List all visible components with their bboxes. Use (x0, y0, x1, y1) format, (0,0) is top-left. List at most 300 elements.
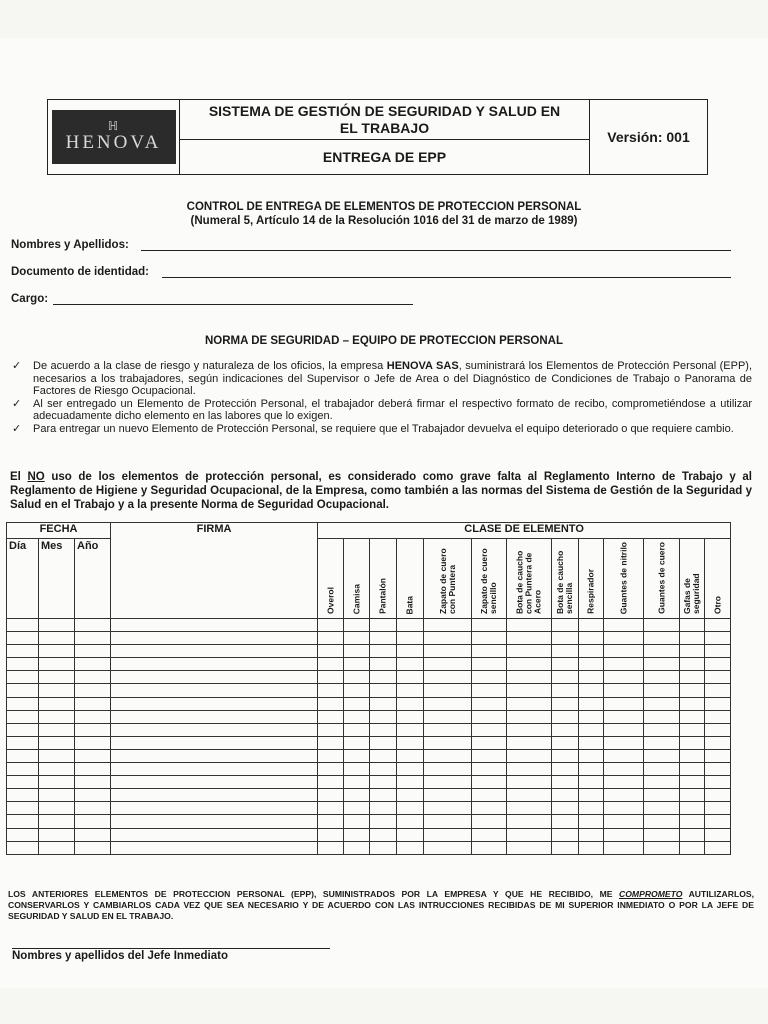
table-cell[interactable] (644, 776, 680, 789)
table-cell[interactable] (507, 671, 552, 684)
table-cell[interactable] (644, 828, 680, 841)
table-cell[interactable] (39, 645, 75, 658)
table-cell[interactable] (39, 763, 75, 776)
table-cell[interactable] (552, 645, 579, 658)
table-cell[interactable] (7, 658, 39, 671)
table-cell[interactable] (604, 684, 644, 697)
table-cell[interactable] (7, 632, 39, 645)
table-cell[interactable] (111, 723, 318, 736)
table-cell[interactable] (604, 749, 644, 762)
table-cell[interactable] (75, 723, 111, 736)
table-cell[interactable] (579, 789, 604, 802)
table-cell[interactable] (111, 671, 318, 684)
table-cell[interactable] (370, 619, 397, 632)
table-cell[interactable] (507, 815, 552, 828)
table-cell[interactable] (318, 763, 344, 776)
table-cell[interactable] (579, 658, 604, 671)
table-cell[interactable] (318, 684, 344, 697)
table-cell[interactable] (424, 658, 472, 671)
table-cell[interactable] (604, 841, 644, 854)
table-cell[interactable] (552, 671, 579, 684)
table-cell[interactable] (552, 710, 579, 723)
table-cell[interactable] (680, 619, 705, 632)
table-cell[interactable] (680, 736, 705, 749)
table-cell[interactable] (507, 645, 552, 658)
table-cell[interactable] (680, 802, 705, 815)
table-cell[interactable] (579, 632, 604, 645)
table-cell[interactable] (370, 723, 397, 736)
table-cell[interactable] (370, 763, 397, 776)
table-cell[interactable] (680, 841, 705, 854)
table-cell[interactable] (370, 841, 397, 854)
table-cell[interactable] (7, 645, 39, 658)
table-cell[interactable] (370, 632, 397, 645)
table-cell[interactable] (344, 736, 370, 749)
table-cell[interactable] (7, 736, 39, 749)
table-cell[interactable] (39, 697, 75, 710)
table-cell[interactable] (397, 749, 424, 762)
table-cell[interactable] (552, 723, 579, 736)
table-cell[interactable] (472, 671, 507, 684)
table-cell[interactable] (604, 828, 644, 841)
table-cell[interactable] (680, 828, 705, 841)
table-cell[interactable] (705, 736, 731, 749)
table-cell[interactable] (39, 619, 75, 632)
table-cell[interactable] (318, 619, 344, 632)
table-cell[interactable] (705, 815, 731, 828)
table-cell[interactable] (111, 802, 318, 815)
cargo-line[interactable] (53, 304, 413, 305)
table-cell[interactable] (397, 789, 424, 802)
table-cell[interactable] (579, 736, 604, 749)
table-cell[interactable] (397, 763, 424, 776)
table-cell[interactable] (680, 710, 705, 723)
table-cell[interactable] (424, 789, 472, 802)
table-cell[interactable] (75, 749, 111, 762)
table-cell[interactable] (7, 802, 39, 815)
table-cell[interactable] (705, 658, 731, 671)
table-cell[interactable] (644, 789, 680, 802)
table-cell[interactable] (472, 684, 507, 697)
table-cell[interactable] (472, 815, 507, 828)
table-cell[interactable] (472, 802, 507, 815)
table-cell[interactable] (705, 763, 731, 776)
table-cell[interactable] (397, 736, 424, 749)
table-cell[interactable] (39, 789, 75, 802)
table-cell[interactable] (472, 789, 507, 802)
table-cell[interactable] (680, 658, 705, 671)
table-cell[interactable] (370, 671, 397, 684)
table-cell[interactable] (472, 776, 507, 789)
table-cell[interactable] (111, 684, 318, 697)
table-cell[interactable] (424, 684, 472, 697)
table-cell[interactable] (397, 619, 424, 632)
table-cell[interactable] (705, 710, 731, 723)
table-cell[interactable] (507, 684, 552, 697)
table-cell[interactable] (75, 763, 111, 776)
table-cell[interactable] (644, 619, 680, 632)
table-cell[interactable] (604, 619, 644, 632)
table-cell[interactable] (705, 749, 731, 762)
table-cell[interactable] (552, 736, 579, 749)
table-cell[interactable] (424, 828, 472, 841)
table-cell[interactable] (318, 632, 344, 645)
table-cell[interactable] (424, 763, 472, 776)
table-cell[interactable] (472, 619, 507, 632)
table-cell[interactable] (111, 619, 318, 632)
table-cell[interactable] (680, 697, 705, 710)
table-cell[interactable] (318, 841, 344, 854)
table-cell[interactable] (370, 697, 397, 710)
table-cell[interactable] (644, 802, 680, 815)
table-cell[interactable] (680, 749, 705, 762)
table-cell[interactable] (705, 671, 731, 684)
table-cell[interactable] (579, 710, 604, 723)
table-cell[interactable] (318, 749, 344, 762)
table-cell[interactable] (424, 632, 472, 645)
table-cell[interactable] (424, 645, 472, 658)
table-cell[interactable] (604, 645, 644, 658)
table-cell[interactable] (318, 736, 344, 749)
table-cell[interactable] (552, 632, 579, 645)
table-cell[interactable] (604, 723, 644, 736)
table-cell[interactable] (424, 619, 472, 632)
table-cell[interactable] (705, 841, 731, 854)
table-cell[interactable] (111, 736, 318, 749)
table-cell[interactable] (705, 632, 731, 645)
table-cell[interactable] (39, 815, 75, 828)
signature-line[interactable] (12, 948, 330, 949)
table-cell[interactable] (424, 736, 472, 749)
table-cell[interactable] (75, 697, 111, 710)
table-cell[interactable] (344, 619, 370, 632)
table-cell[interactable] (7, 763, 39, 776)
table-cell[interactable] (318, 645, 344, 658)
table-cell[interactable] (705, 684, 731, 697)
table-cell[interactable] (552, 841, 579, 854)
table-cell[interactable] (644, 723, 680, 736)
table-cell[interactable] (472, 749, 507, 762)
table-cell[interactable] (579, 776, 604, 789)
table-cell[interactable] (344, 828, 370, 841)
table-cell[interactable] (579, 828, 604, 841)
documento-line[interactable] (162, 277, 731, 278)
table-cell[interactable] (75, 710, 111, 723)
table-cell[interactable] (507, 763, 552, 776)
table-cell[interactable] (604, 789, 644, 802)
table-cell[interactable] (644, 671, 680, 684)
table-cell[interactable] (75, 658, 111, 671)
table-cell[interactable] (552, 619, 579, 632)
table-cell[interactable] (111, 828, 318, 841)
table-cell[interactable] (472, 710, 507, 723)
table-cell[interactable] (472, 723, 507, 736)
table-cell[interactable] (318, 671, 344, 684)
table-cell[interactable] (344, 802, 370, 815)
table-cell[interactable] (604, 802, 644, 815)
table-cell[interactable] (39, 658, 75, 671)
table-cell[interactable] (604, 697, 644, 710)
table-cell[interactable] (39, 671, 75, 684)
table-cell[interactable] (680, 723, 705, 736)
table-cell[interactable] (604, 671, 644, 684)
table-cell[interactable] (604, 710, 644, 723)
table-cell[interactable] (579, 802, 604, 815)
table-cell[interactable] (604, 632, 644, 645)
table-cell[interactable] (604, 776, 644, 789)
table-cell[interactable] (644, 632, 680, 645)
table-cell[interactable] (552, 802, 579, 815)
table-cell[interactable] (680, 632, 705, 645)
table-cell[interactable] (318, 723, 344, 736)
table-cell[interactable] (680, 776, 705, 789)
table-cell[interactable] (111, 658, 318, 671)
table-cell[interactable] (111, 776, 318, 789)
table-cell[interactable] (344, 632, 370, 645)
table-cell[interactable] (579, 749, 604, 762)
table-cell[interactable] (705, 828, 731, 841)
table-cell[interactable] (397, 710, 424, 723)
table-cell[interactable] (424, 697, 472, 710)
table-cell[interactable] (579, 684, 604, 697)
table-cell[interactable] (397, 828, 424, 841)
table-cell[interactable] (111, 841, 318, 854)
table-cell[interactable] (579, 697, 604, 710)
table-cell[interactable] (318, 776, 344, 789)
table-cell[interactable] (318, 658, 344, 671)
table-cell[interactable] (472, 645, 507, 658)
table-cell[interactable] (579, 645, 604, 658)
table-cell[interactable] (472, 632, 507, 645)
table-cell[interactable] (7, 776, 39, 789)
table-cell[interactable] (680, 763, 705, 776)
table-cell[interactable] (370, 658, 397, 671)
table-cell[interactable] (39, 710, 75, 723)
table-cell[interactable] (552, 789, 579, 802)
table-cell[interactable] (370, 736, 397, 749)
table-cell[interactable] (318, 828, 344, 841)
table-cell[interactable] (680, 684, 705, 697)
table-cell[interactable] (424, 671, 472, 684)
table-cell[interactable] (397, 632, 424, 645)
table-cell[interactable] (705, 619, 731, 632)
table-cell[interactable] (604, 658, 644, 671)
table-cell[interactable] (39, 684, 75, 697)
table-cell[interactable] (344, 658, 370, 671)
table-cell[interactable] (680, 645, 705, 658)
table-cell[interactable] (507, 736, 552, 749)
table-cell[interactable] (552, 684, 579, 697)
table-cell[interactable] (344, 697, 370, 710)
table-cell[interactable] (507, 828, 552, 841)
table-cell[interactable] (75, 645, 111, 658)
table-cell[interactable] (111, 749, 318, 762)
table-cell[interactable] (644, 684, 680, 697)
table-cell[interactable] (318, 789, 344, 802)
table-cell[interactable] (370, 828, 397, 841)
table-cell[interactable] (507, 749, 552, 762)
table-cell[interactable] (579, 723, 604, 736)
table-cell[interactable] (507, 710, 552, 723)
table-cell[interactable] (397, 697, 424, 710)
table-cell[interactable] (75, 684, 111, 697)
table-cell[interactable] (507, 776, 552, 789)
table-cell[interactable] (39, 736, 75, 749)
table-cell[interactable] (507, 697, 552, 710)
table-cell[interactable] (370, 645, 397, 658)
table-cell[interactable] (75, 841, 111, 854)
table-cell[interactable] (7, 815, 39, 828)
table-cell[interactable] (7, 723, 39, 736)
table-cell[interactable] (344, 789, 370, 802)
table-cell[interactable] (705, 776, 731, 789)
nombres-line[interactable] (141, 250, 731, 251)
table-cell[interactable] (397, 815, 424, 828)
table-cell[interactable] (579, 815, 604, 828)
table-cell[interactable] (397, 684, 424, 697)
table-cell[interactable] (370, 789, 397, 802)
table-cell[interactable] (344, 645, 370, 658)
table-cell[interactable] (75, 815, 111, 828)
table-cell[interactable] (705, 697, 731, 710)
table-cell[interactable] (507, 619, 552, 632)
table-cell[interactable] (397, 841, 424, 854)
table-cell[interactable] (397, 723, 424, 736)
table-cell[interactable] (397, 658, 424, 671)
table-cell[interactable] (344, 723, 370, 736)
table-cell[interactable] (344, 671, 370, 684)
table-cell[interactable] (680, 671, 705, 684)
table-cell[interactable] (39, 632, 75, 645)
table-cell[interactable] (644, 749, 680, 762)
table-cell[interactable] (344, 841, 370, 854)
table-cell[interactable] (75, 671, 111, 684)
table-cell[interactable] (579, 763, 604, 776)
table-cell[interactable] (472, 697, 507, 710)
table-cell[interactable] (39, 841, 75, 854)
table-cell[interactable] (370, 749, 397, 762)
table-cell[interactable] (111, 815, 318, 828)
table-cell[interactable] (344, 710, 370, 723)
table-cell[interactable] (472, 841, 507, 854)
table-cell[interactable] (644, 697, 680, 710)
table-cell[interactable] (344, 749, 370, 762)
table-cell[interactable] (644, 736, 680, 749)
table-cell[interactable] (344, 763, 370, 776)
table-cell[interactable] (472, 828, 507, 841)
table-cell[interactable] (552, 815, 579, 828)
table-cell[interactable] (75, 776, 111, 789)
table-cell[interactable] (397, 645, 424, 658)
table-cell[interactable] (111, 763, 318, 776)
table-cell[interactable] (552, 776, 579, 789)
table-cell[interactable] (7, 710, 39, 723)
table-cell[interactable] (75, 828, 111, 841)
table-cell[interactable] (552, 658, 579, 671)
table-cell[interactable] (7, 619, 39, 632)
table-cell[interactable] (507, 723, 552, 736)
table-cell[interactable] (507, 841, 552, 854)
table-cell[interactable] (111, 789, 318, 802)
table-cell[interactable] (397, 671, 424, 684)
table-cell[interactable] (370, 684, 397, 697)
table-cell[interactable] (579, 671, 604, 684)
table-cell[interactable] (604, 736, 644, 749)
table-cell[interactable] (424, 815, 472, 828)
table-cell[interactable] (644, 815, 680, 828)
table-cell[interactable] (370, 802, 397, 815)
table-cell[interactable] (507, 789, 552, 802)
table-cell[interactable] (424, 841, 472, 854)
table-cell[interactable] (552, 749, 579, 762)
table-cell[interactable] (318, 802, 344, 815)
table-cell[interactable] (507, 658, 552, 671)
table-cell[interactable] (370, 710, 397, 723)
table-cell[interactable] (397, 802, 424, 815)
table-cell[interactable] (318, 697, 344, 710)
table-cell[interactable] (39, 723, 75, 736)
table-cell[interactable] (424, 710, 472, 723)
table-cell[interactable] (472, 658, 507, 671)
table-cell[interactable] (111, 697, 318, 710)
table-cell[interactable] (370, 776, 397, 789)
table-cell[interactable] (7, 841, 39, 854)
table-cell[interactable] (75, 802, 111, 815)
table-cell[interactable] (344, 776, 370, 789)
table-cell[interactable] (7, 671, 39, 684)
table-cell[interactable] (111, 645, 318, 658)
table-cell[interactable] (705, 789, 731, 802)
table-cell[interactable] (370, 815, 397, 828)
table-cell[interactable] (39, 828, 75, 841)
table-cell[interactable] (507, 802, 552, 815)
table-cell[interactable] (7, 789, 39, 802)
table-cell[interactable] (579, 841, 604, 854)
table-cell[interactable] (644, 645, 680, 658)
table-cell[interactable] (705, 645, 731, 658)
table-cell[interactable] (644, 710, 680, 723)
table-cell[interactable] (397, 776, 424, 789)
table-cell[interactable] (111, 632, 318, 645)
table-cell[interactable] (680, 815, 705, 828)
table-cell[interactable] (680, 789, 705, 802)
table-cell[interactable] (7, 684, 39, 697)
table-cell[interactable] (579, 619, 604, 632)
table-cell[interactable] (318, 710, 344, 723)
table-cell[interactable] (75, 632, 111, 645)
table-cell[interactable] (7, 828, 39, 841)
table-cell[interactable] (75, 736, 111, 749)
table-cell[interactable] (424, 776, 472, 789)
table-cell[interactable] (705, 802, 731, 815)
table-cell[interactable] (75, 619, 111, 632)
table-cell[interactable] (507, 632, 552, 645)
table-cell[interactable] (644, 763, 680, 776)
table-cell[interactable] (39, 749, 75, 762)
table-cell[interactable] (705, 723, 731, 736)
table-cell[interactable] (7, 749, 39, 762)
table-cell[interactable] (604, 763, 644, 776)
table-cell[interactable] (424, 749, 472, 762)
table-cell[interactable] (472, 763, 507, 776)
table-cell[interactable] (644, 841, 680, 854)
table-cell[interactable] (552, 828, 579, 841)
table-cell[interactable] (344, 684, 370, 697)
table-cell[interactable] (552, 763, 579, 776)
table-cell[interactable] (472, 736, 507, 749)
table-cell[interactable] (424, 723, 472, 736)
table-cell[interactable] (39, 802, 75, 815)
